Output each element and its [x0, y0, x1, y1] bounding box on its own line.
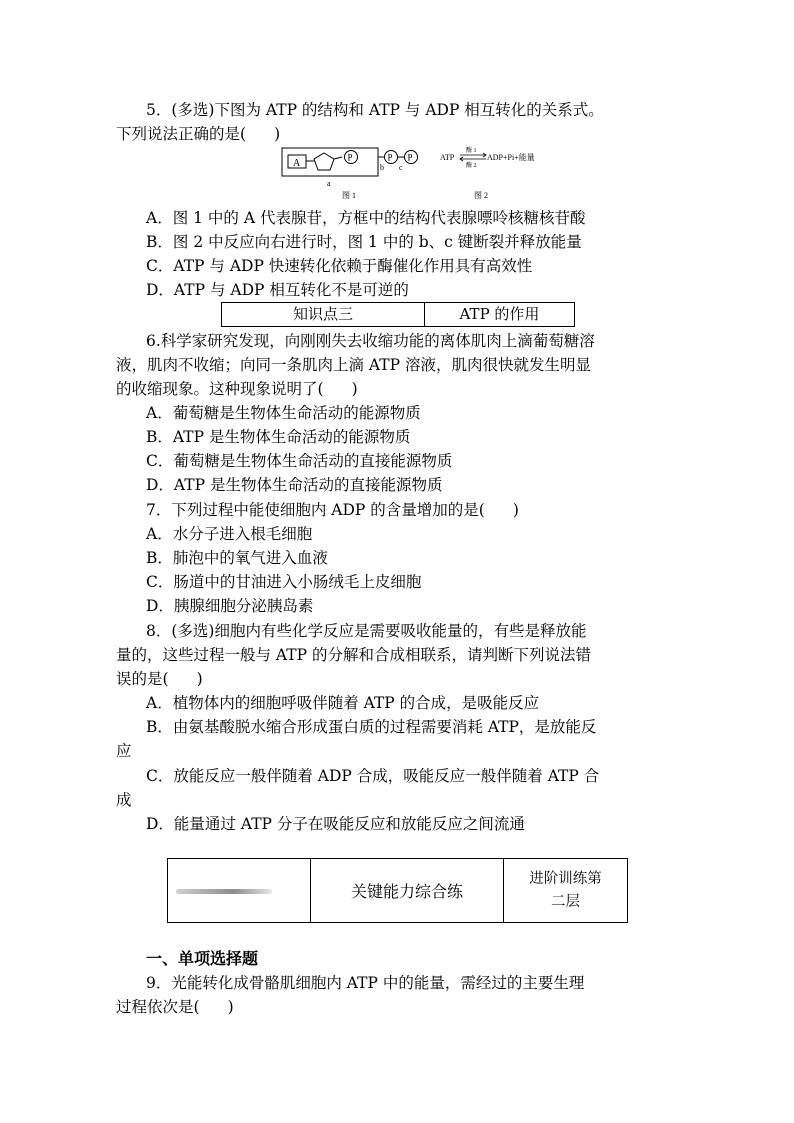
q5-option-d: D．ATP 与 ADP 相互转化不是可逆的 — [146, 281, 409, 299]
q5-option-a: A．图 1 中的 A 代表腺苷，方框中的结构代表腺嘌呤核糖核苷酸 — [146, 209, 586, 227]
q9-stem-line2 — [116, 996, 234, 1018]
q8-stem-line3 — [116, 668, 203, 690]
q8-option-c-line1: C．放能反应一般伴随着 ADP 合成，吸能反应一般伴随着 ATP 合 — [146, 767, 600, 785]
caption-fig1: 图 1 — [342, 191, 356, 200]
q6-paren-close: ) — [351, 380, 358, 398]
q6-stem-line1: 6.科学家研究发现，向刚刚失去收缩功能的离体肌肉上滴葡萄糖溶 — [146, 332, 595, 350]
knowledge-point-header — [221, 302, 575, 327]
q8-option-c-line2: 成 — [116, 791, 132, 809]
svg-text:P: P — [387, 152, 393, 163]
banner-tag-line1: 进阶训练第 — [529, 870, 602, 887]
q5-option-b: B．图 2 中反应向右进行时，图 1 中的 b、c 键断裂并释放能量 — [146, 233, 582, 251]
q6-option-c: C．葡萄糖是生物体生命活动的直接能源物质 — [146, 452, 453, 470]
q7-paren-close: ) — [512, 501, 519, 519]
banner-stripe — [176, 889, 272, 894]
q7-stem-text: 7．下列过程中能使细胞内 ADP 的含量增加的是( — [146, 501, 485, 519]
q9-stem-line1: 9．光能转化成骨骼肌细胞内 ATP 中的能量，需经过的主要生理 — [146, 974, 585, 992]
q5-stem-text: 下列说法正确的是( — [116, 125, 247, 143]
q9-paren-close: ) — [227, 998, 234, 1016]
q5-paren-close: ) — [274, 125, 281, 143]
ribose-pentagon — [314, 153, 334, 170]
knowledge-point-title: ATP 的作用 — [459, 305, 540, 323]
enzyme1-label: 酶 1 — [466, 148, 477, 154]
eq-left: ATP — [440, 153, 455, 162]
section-banner — [167, 858, 628, 923]
knowledge-point-label: 知识点三 — [222, 303, 425, 326]
q7-option-a: A．水分子进入根毛细胞 — [146, 525, 313, 543]
q5-stem-line2 — [116, 123, 280, 145]
enzyme2-label: 酶 2 — [466, 163, 477, 169]
section-title: 一、单项选择题 — [146, 949, 259, 968]
q6-option-b: B．ATP 是生物体生命活动的能源物质 — [146, 428, 411, 446]
eq-right: ADP+Pi+能量 — [487, 153, 535, 162]
q7-option-b: B．肺泡中的氧气进入血液 — [146, 549, 328, 567]
q8-stem-text: 误的是( — [116, 670, 169, 688]
q9-stem-text: 过程依次是( — [116, 998, 200, 1016]
q7-stem — [146, 499, 519, 521]
banner-title: 关键能力综合练 — [311, 859, 504, 922]
caption-fig2: 图 2 — [474, 191, 488, 200]
label-c: c — [399, 163, 403, 172]
banner-tag — [504, 859, 627, 922]
q7-option-c: C．肠道中的甘油进入小肠绒毛上皮细胞 — [146, 573, 422, 591]
svg-text:P: P — [407, 152, 413, 163]
label-b: b — [380, 163, 384, 172]
q8-stem-line1: 8．(多选)细胞内有些化学反应是需要吸收能量的，有些是释放能 — [146, 622, 587, 640]
atp-structure-figure — [280, 146, 570, 202]
q8-option-d: D．能量通过 ATP 分子在吸能反应和放能反应之间流通 — [146, 815, 525, 833]
q6-stem-line3 — [116, 378, 358, 400]
q6-stem-line2: 液，肌肉不收缩；向同一条肌肉上滴 ATP 溶液，肌肉很快就发生明显 — [116, 356, 591, 374]
q5-option-c: C．ATP 与 ADP 快速转化依赖于酶催化作用具有高效性 — [146, 257, 533, 275]
banner-tag-line2: 二层 — [551, 893, 580, 910]
q6-stem-text: 的收缩现象。这种现象说明了( — [116, 380, 324, 398]
q8-option-b-line1: B．由氨基酸脱水缩合形成蛋白质的过程需要消耗 ATP，是放能反 — [146, 718, 597, 736]
q6-option-d: D．ATP 是生物体生命活动的直接能源物质 — [146, 476, 443, 494]
q7-option-d: D．胰腺细胞分泌胰岛素 — [146, 597, 314, 615]
adenine-label: A — [293, 158, 301, 169]
q8-option-a: A．植物体内的细胞呼吸伴随着 ATP 的合成，是吸能反应 — [146, 694, 540, 712]
q8-option-b-line2: 应 — [116, 742, 132, 760]
q8-stem-line2: 量的，这些过程一般与 ATP 的分解和合成相联系，请判断下列说法错 — [116, 646, 591, 664]
banner-decoration — [168, 859, 311, 922]
q6-option-a: A．葡萄糖是生物体生命活动的能源物质 — [146, 404, 421, 422]
label-a: a — [327, 179, 331, 188]
q8-paren-close: ) — [196, 670, 203, 688]
svg-text:P: P — [347, 152, 353, 163]
q5-stem-line1: 5．(多选)下图为 ATP 的结构和 ATP 与 ADP 相互转化的关系式。 — [146, 101, 604, 119]
